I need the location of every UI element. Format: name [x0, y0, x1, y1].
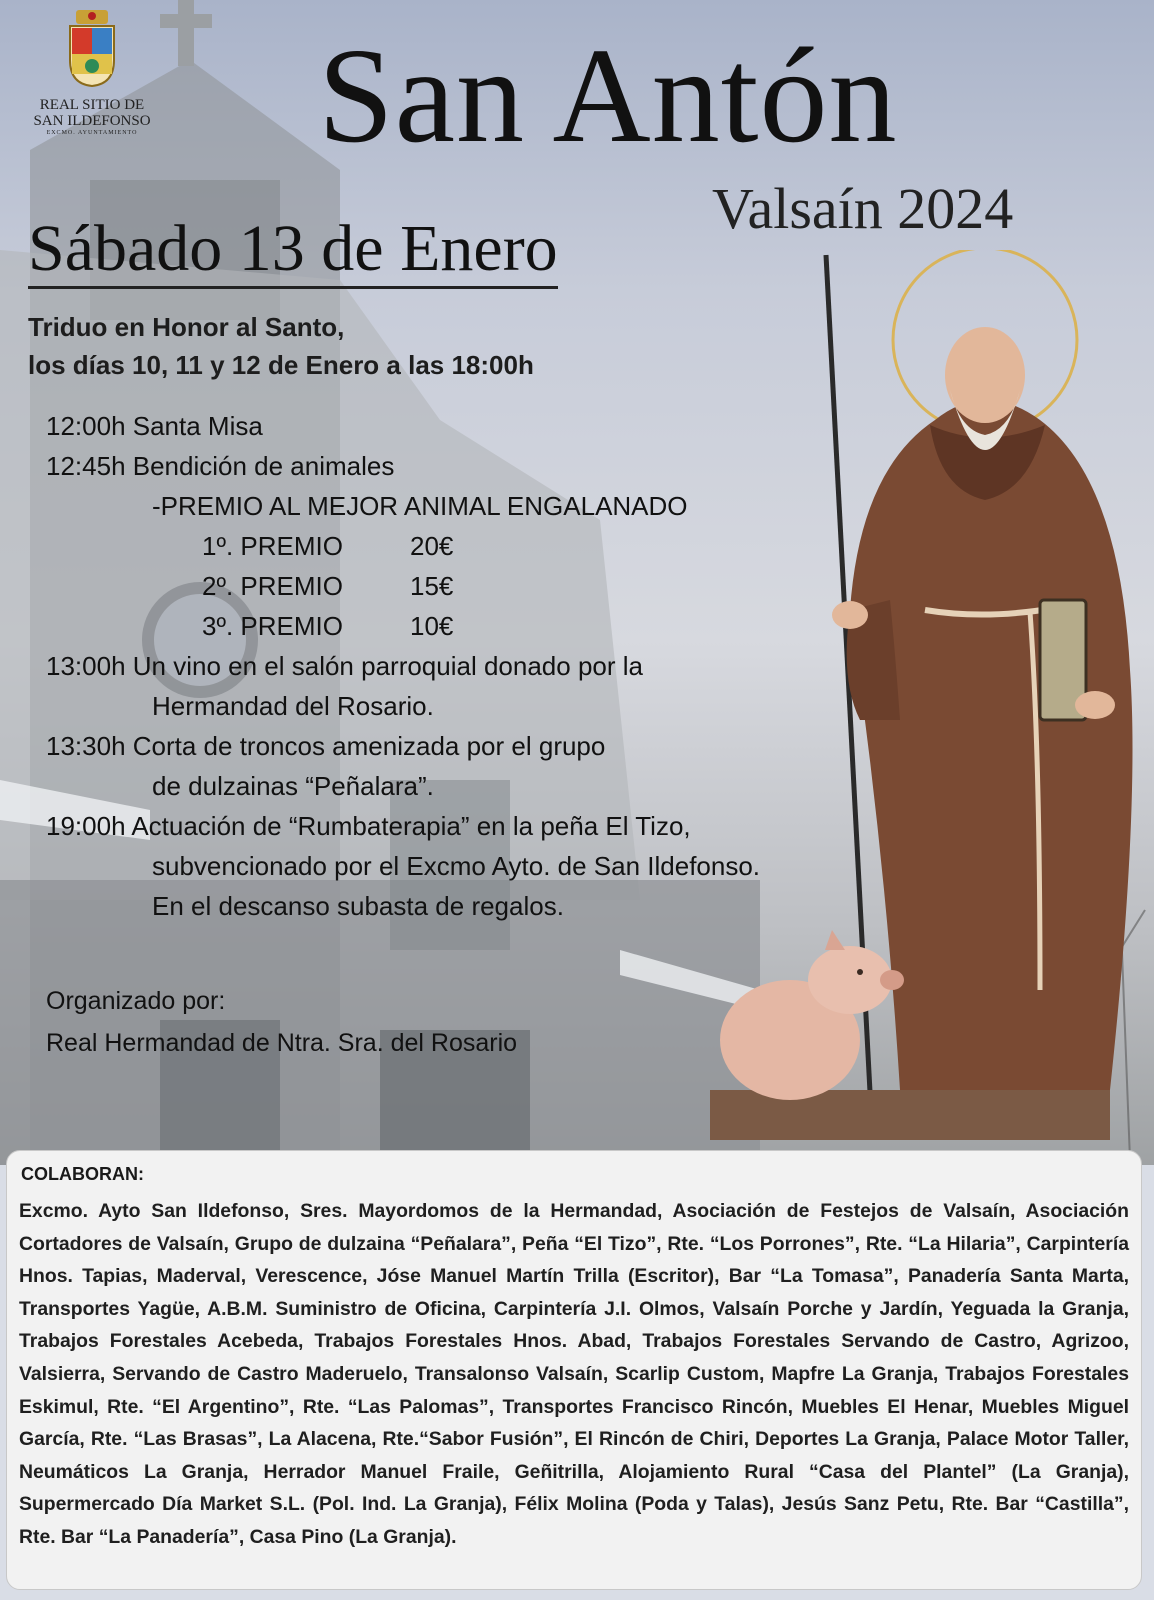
program-actuacion-cont: subvencionado por el Excmo Ayto. de San Ildefonso.	[152, 851, 761, 881]
prize-place: 2º. PREMIO	[202, 571, 343, 601]
collaborators-panel	[6, 1150, 1142, 1590]
triduo-line-2: los días 10, 11 y 12 de Enero a las 18:00h	[28, 350, 534, 380]
municipality-logo-text	[22, 98, 162, 136]
organizer-label: Organizado por:	[46, 987, 226, 1015]
program-actuacion: 19:00h Actuación de “Rumbaterapia” en la peña El Tizo,	[46, 811, 691, 841]
prize-row	[46, 606, 760, 646]
event-program	[46, 406, 760, 926]
program-vino-cont: Hermandad del Rosario.	[152, 691, 434, 721]
collaborators-heading: COLABORAN:	[21, 1164, 144, 1184]
logo-line-2: SAN ILDEFONSO	[33, 112, 151, 129]
prize-amount: 15€	[410, 571, 454, 601]
program-subasta: En el descanso subasta de regalos.	[152, 891, 564, 921]
prize-amount: 10€	[410, 611, 454, 641]
prize-amount: 20€	[410, 531, 454, 561]
program-corta-cont: de dulzainas “Peñalara”.	[152, 771, 434, 801]
prize-row	[46, 566, 760, 606]
organizer-block	[46, 980, 517, 1064]
coat-of-arms-icon	[64, 10, 120, 88]
poster-subtitle: Valsaín 2024	[712, 176, 1014, 241]
date-heading: Sábado 13 de Enero	[28, 216, 558, 289]
program-bendicion: 12:45h Bendición de animales	[46, 451, 395, 481]
program-premio-heading: -PREMIO AL MEJOR ANIMAL ENGALANADO	[152, 491, 688, 521]
logo-line-1: REAL SITIO DE	[39, 97, 145, 113]
saint-statue-illustration	[700, 250, 1154, 1150]
triduo-line-1: Triduo en Honor al Santo,	[28, 312, 345, 342]
logo-line-3: EXCMO. AYUNTAMIENTO	[46, 129, 138, 136]
organizer-name: Real Hermandad de Ntra. Sra. del Rosario	[46, 1029, 518, 1057]
prize-row	[46, 526, 760, 566]
program-misa: 12:00h Santa Misa	[46, 411, 263, 441]
program-vino: 13:00h Un vino en el salón parroquial donado por la	[46, 651, 643, 681]
triduo-notice	[28, 308, 534, 384]
program-corta: 13:30h Corta de troncos amenizada por el grupo	[46, 731, 606, 761]
poster-title: San Antón	[318, 21, 898, 171]
prize-place: 1º. PREMIO	[202, 531, 343, 561]
collaborators-list: Excmo. Ayto San Ildefonso, Sres. Mayordomos de la Hermandad, Asociación de Festejos de Valsaín, Asociación Cortadores de Valsaín, Grupo de dulzaina “Peñalara”, Peña “El Tizo”, Rte. “Los Porrones”, Rte. “La Hilaria”, Carpintería Hnos. Tapias, Maderval, Verescence, Jóse Manuel Martín Trilla (Escritor), Bar “La Tomasa”, Panadería Santa Marta, Transportes Yagüe, A.B.M. Suministro de Oficina, Carpintería J.I. Olmos, Valsaín Porche y Jardín, Yeguada la Granja, Trabajos Forestales Acebeda, Trabajos Forestales Hnos. Abad, Trabajos Forestales Servando de Castro, Agrizoo, Valsierra, Servando de Castro Maderuelo, Transalonso Valsaín, Scarlip Custom, Mapfre La Granja, Trabajos Forestales Eskimul, Rte. “El Argentino”, Rte. “Las Palomas”, Transportes Francisco Rincón, Muebles El Henar, Muebles Miguel García, Rte. “Las Brasas”, La Alacena, Rte.“Sabor Fusión”, El Rincón de Chiri, Deportes La Granja, Palace Motor Taller, Neumáticos La Granja, Herrador Manuel Fraile, Geñitrilla, Alojamiento Rural “Casa del Plantel” (La Granja), Supermercado Día Market S.L. (Pol. Ind. La Granja), Félix Molina (Poda y Talas), Jesús Sanz Petu, Rte. Bar “Castilla”, Rte. Bar “La Panadería”, Casa Pino (La Granja).	[19, 1200, 1129, 1548]
prize-place: 3º. PREMIO	[202, 611, 343, 641]
